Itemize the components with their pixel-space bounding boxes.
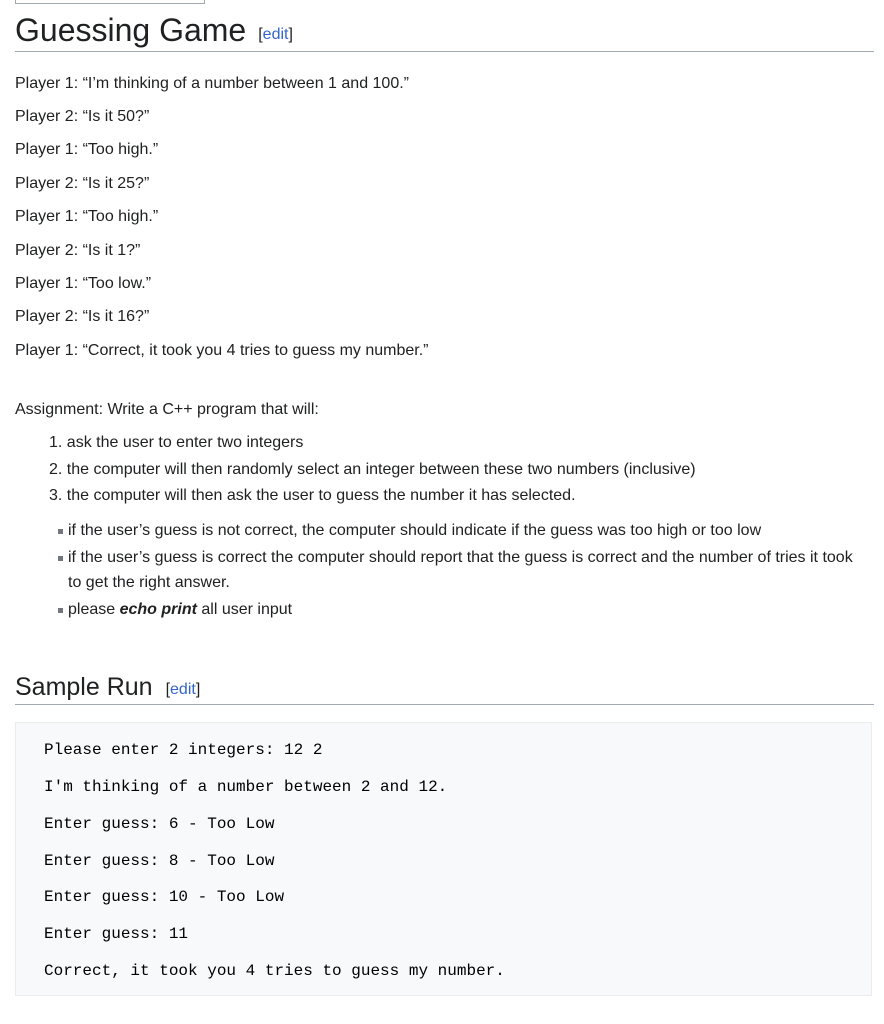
echo-print-emphasis: echo print bbox=[119, 600, 197, 618]
sample-run-heading bbox=[15, 671, 874, 705]
code-line: Please enter 2 integers: 12 2 bbox=[44, 741, 323, 759]
sample-run-title: Sample Run bbox=[15, 673, 153, 701]
code-line: Enter guess: 10 - Too Low bbox=[44, 888, 285, 906]
code-line: I'm thinking of a number between 2 and 12. bbox=[44, 778, 448, 796]
note-item bbox=[58, 597, 868, 623]
top-box-remnant bbox=[15, 0, 205, 4]
note-text: if the user’s guess is correct the computer should report that the guess is correct and the number of tries it took to get the right answer. bbox=[68, 548, 853, 591]
square-bullet-icon bbox=[58, 556, 63, 561]
dialog-line: Player 2: “Is it 1?” bbox=[15, 242, 141, 259]
assignment-label: Assignment: Write a C++ program that will: bbox=[15, 401, 319, 418]
code-line: Correct, it took you 4 tries to guess my number. bbox=[44, 962, 505, 980]
dialog-line: Player 2: “Is it 50?” bbox=[15, 108, 150, 125]
edit-bracket-close: ] bbox=[195, 680, 201, 698]
sample-run-edit-wrapper bbox=[166, 681, 201, 698]
dialog-line: Player 1: “Correct, it took you 4 tries to guess my number.” bbox=[15, 342, 429, 359]
sample-run-code-block bbox=[15, 722, 872, 996]
square-bullet-icon bbox=[58, 608, 63, 613]
assignment-steps-list bbox=[49, 433, 696, 513]
note-item bbox=[58, 545, 868, 596]
sample-run-edit-link[interactable]: edit bbox=[170, 680, 196, 698]
note-text-suffix: all user input bbox=[196, 600, 293, 618]
note-text-prefix: please bbox=[68, 600, 120, 618]
assignment-step: 1. ask the user to enter two integers bbox=[49, 434, 304, 451]
edit-bracket-open: [ bbox=[165, 680, 171, 698]
assignment-step: 2. the computer will then randomly select an integer between these two numbers (inclusive) bbox=[49, 460, 696, 478]
edit-bracket-close: ] bbox=[288, 26, 293, 44]
assignment-notes-list bbox=[58, 518, 868, 623]
square-bullet-icon bbox=[58, 529, 63, 534]
edit-bracket-open: [ bbox=[258, 26, 263, 44]
guessing-game-edit-link[interactable]: edit bbox=[262, 26, 289, 44]
code-line: Enter guess: 8 - Too Low bbox=[44, 852, 275, 870]
dialog-line: Player 1: “Too high.” bbox=[15, 141, 159, 158]
dialog-line: Player 1: “Too high.” bbox=[15, 208, 159, 225]
dialog-line: Player 2: “Is it 16?” bbox=[15, 308, 150, 325]
guessing-game-heading bbox=[15, 10, 874, 52]
guessing-game-title: Guessing Game bbox=[15, 12, 247, 48]
code-line: Enter guess: 6 - Too Low bbox=[44, 815, 275, 833]
guessing-game-edit-wrapper bbox=[258, 26, 293, 43]
note-text: if the user’s guess is not correct, the computer should indicate if the guess was too high or too low bbox=[68, 522, 762, 539]
assignment-step: 3. the computer will then ask the user to guess the number it has selected. bbox=[49, 487, 576, 504]
dialog-line: Player 1: “I’m thinking of a number between 1 and 100.” bbox=[15, 75, 409, 92]
code-line: Enter guess: 11 bbox=[44, 925, 189, 943]
dialog-line: Player 2: “Is it 25?” bbox=[15, 175, 150, 192]
dialog-line: Player 1: “Too low.” bbox=[15, 275, 152, 292]
note-item bbox=[58, 518, 868, 544]
